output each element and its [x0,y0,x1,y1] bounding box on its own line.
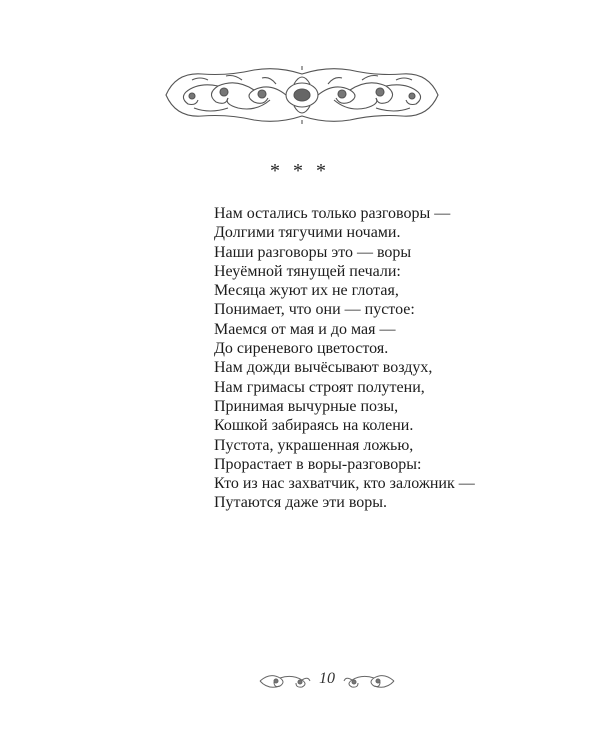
poem-line: Кто из нас захватчик, кто заложник — [214,475,475,493]
page-number: 10 [319,670,335,687]
poem-line: Путаются даже эти воры. [214,494,388,512]
section-separator: * * * [270,160,330,182]
poem-line: Нам остались только разговоры — [214,205,451,222]
poem-line: Нам дожди вычёсывают воздух, [214,359,433,377]
poem-line: Прорастает в воры-разговоры: [214,455,422,473]
footer-left-ornament-icon [256,670,312,692]
floral-scroll-ornament-icon [158,64,446,126]
poem-line: Маемся от мая и до мая — [214,320,396,338]
poem-line: Долгими тягучими ночами. [214,224,401,242]
poem-line: До сиреневого цветостоя. [214,340,389,358]
poem-line: Принимая вычурные позы, [214,397,399,415]
poem-line: Месяца жуют их не глотая, [214,282,399,300]
poem-line: Понимает, что они — пустое: [214,301,415,319]
poem-line: Кошкой забираясь на колени. [214,417,414,435]
poem-line: Нам гримасы строят полутени, [214,378,425,396]
poem-line: Наши разговоры это — воры [214,243,412,261]
poem-line: Неуёмной тянущей печали: [214,262,401,280]
poem-line: Пустота, украшенная ложью, [214,436,414,454]
page-footer [0,668,600,698]
poem-text [214,204,554,513]
footer-right-ornament-icon [342,670,398,692]
